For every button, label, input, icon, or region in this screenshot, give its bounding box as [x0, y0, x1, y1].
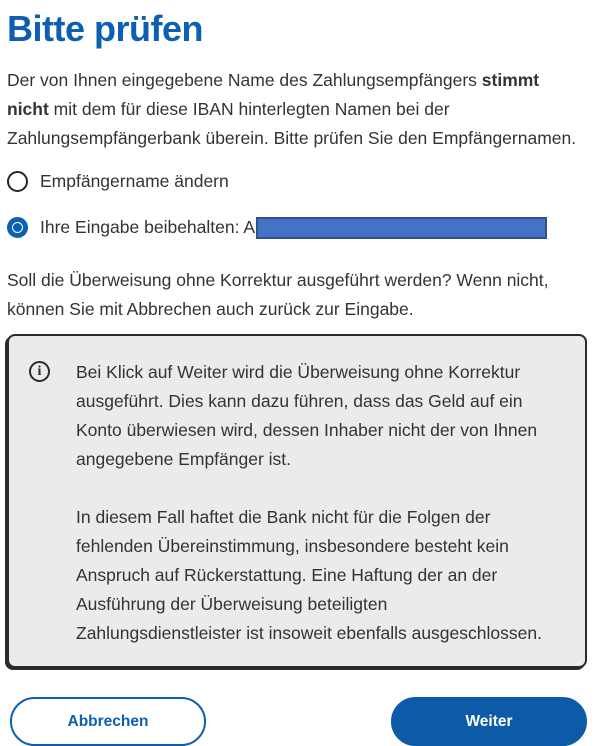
- radio-option-keep-input[interactable]: [7, 213, 590, 242]
- question-paragraph: Soll die Überweisung ohne Korrektur ausgeführt werden? Wenn nicht, können Sie mit Abbrechen auch zurück zur Eingabe.: [7, 270, 549, 319]
- continue-button[interactable]: Weiter: [391, 697, 587, 746]
- info-icon: i: [29, 361, 50, 382]
- info-paragraph-2: In diesem Fall haftet die Bank nicht für die Folgen der fehlenden Übereinstimmung, insbesondere besteht kein Anspruch auf Rückerstattung. Eine Haftung der an der Ausführung der Überweisung beteiligten Zahlungsdienstleister ist insoweit ebenfalls ausgeschlossen.: [76, 507, 542, 643]
- radio-unselected-icon[interactable]: [7, 171, 28, 192]
- intro-text-part2: mit dem für diese IBAN hinterlegten Namen bei der Zahlungsempfängerbank überein. Bitte prüfen Sie den Empfängernamen.: [7, 99, 577, 148]
- cancel-button[interactable]: Abbrechen: [10, 697, 206, 746]
- radio-option-change-recipient-name[interactable]: [7, 167, 590, 196]
- radio-option-label: Ihre Eingabe beibehalten: A: [40, 217, 256, 237]
- intro-paragraph: [7, 66, 585, 153]
- action-button-row: [7, 697, 590, 746]
- radio-selected-icon[interactable]: [7, 217, 28, 238]
- page-title: Bitte prüfen: [7, 8, 203, 49]
- info-paragraph-1: Bei Klick auf Weiter wird die Überweisung ohne Korrektur ausgeführt. Dies kann dazu führen, dass das Geld auf ein Konto überwiesen wird, dessen Inhaber nicht der von Ihnen angegebene Empfänger ist.: [76, 362, 538, 469]
- redacted-recipient-name: [256, 217, 547, 239]
- intro-text-part1: Der von Ihnen eingegebene Name des Zahlungsempfängers: [7, 70, 482, 90]
- radio-option-label-with-redaction: [40, 213, 547, 242]
- recipient-choice-radio-group: [7, 167, 590, 242]
- intro-text-bold: stimmt nicht: [7, 70, 540, 119]
- radio-option-label: Empfängername ändern: [40, 171, 229, 191]
- info-box: [7, 334, 587, 668]
- info-box-text: [76, 358, 557, 648]
